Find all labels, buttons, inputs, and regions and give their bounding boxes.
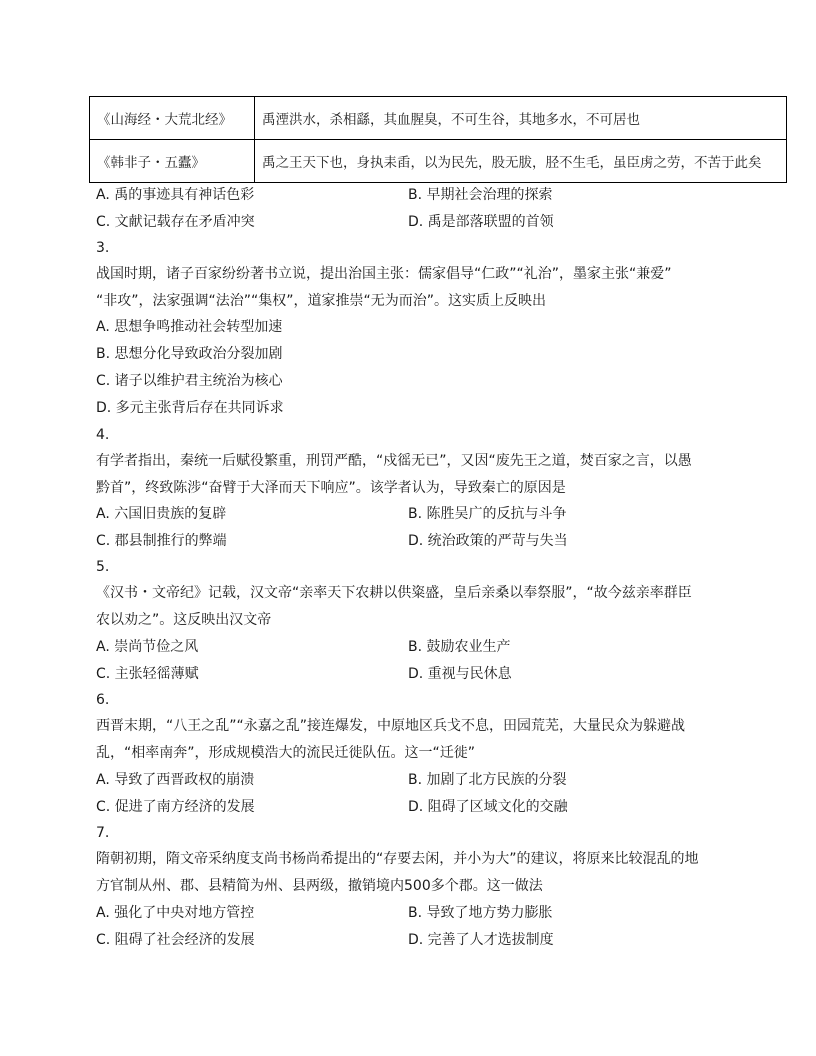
q4-stem: [96, 448, 726, 502]
q3-option-c[interactable]: C. 诸子以维护君主统治为核心: [96, 373, 283, 389]
q3-option-b[interactable]: B. 思想分化导致政治分裂加剧: [96, 346, 283, 362]
q5-option-a[interactable]: A. 崇尚节俭之风: [96, 639, 199, 655]
q3-stem-line: “非攻”，法家强调“法治”“集权”，道家推崇“无为而治”。这实质上反映出: [96, 293, 547, 309]
q5-stem: [96, 580, 726, 634]
content-cell: 禹之王天下也，身执耒臿，以为民先，股无胈，胫不生毛，虽臣虏之劳，不苦于此矣: [255, 140, 787, 183]
q6-stem-line: 乱，“相率南奔”，形成规模浩大的流民迁徙队伍。这一“迁徙”: [96, 745, 476, 761]
q7-stem-line: 隋朝初期，隋文帝采纳度支尚书杨尚希提出的“存要去闲，并小为大”的建议，将原来比较混乱的地: [96, 851, 699, 867]
table-row: [90, 97, 787, 140]
q5-option-d[interactable]: D. 重视与民休息: [408, 666, 512, 682]
q6-option-a[interactable]: A. 导致了西晋政权的崩溃: [96, 772, 255, 788]
q7-option-a[interactable]: A. 强化了中央对地方管控: [96, 905, 255, 921]
q2-option-d[interactable]: D. 禹是部落联盟的首领: [408, 214, 554, 230]
q3-number: 3.: [96, 240, 110, 256]
q4-stem-line: 有学者指出，秦统一后赋役繁重，刑罚严酷，“戍徭无已”，又因“废先王之道，焚百家之言，以愚: [96, 453, 692, 469]
source-cell: 《山海经・大荒北经》: [90, 97, 255, 140]
q3-stem-line: 战国时期，诸子百家纷纷著书立说，提出治国主张：儒家倡导“仁政”“礼治”，墨家主张“兼爱”: [96, 266, 672, 282]
q2-option-a[interactable]: A. 禹的事迹具有神话色彩: [96, 187, 255, 203]
q7-option-d[interactable]: D. 完善了人才选拔制度: [408, 932, 554, 948]
q2-option-b[interactable]: B. 早期社会治理的探索: [408, 187, 553, 203]
q4-option-c[interactable]: C. 郡县制推行的弊端: [96, 533, 227, 549]
q5-option-c[interactable]: C. 主张轻徭薄赋: [96, 666, 199, 682]
q3-option-d[interactable]: D. 多元主张背后存在共同诉求: [96, 400, 284, 416]
q5-stem-line: 农以劝之”。这反映出汉文帝: [96, 612, 272, 628]
q7-stem: [96, 846, 726, 900]
content-cell: 禹湮洪水，杀相繇，其血腥臭，不可生谷，其地多水，不可居也: [255, 97, 787, 140]
source-cell: 《韩非子・五蠹》: [90, 140, 255, 183]
q6-stem: [96, 713, 726, 767]
q7-stem-line: 方官制从州、郡、县精简为州、县两级，撤销境内500多个郡。这一做法: [96, 878, 543, 894]
q7-number: 7.: [96, 825, 110, 841]
q7-option-b[interactable]: B. 导致了地方势力膨胀: [408, 905, 553, 921]
q4-option-d[interactable]: D. 统治政策的严苛与失当: [408, 533, 568, 549]
q5-option-b[interactable]: B. 鼓励农业生产: [408, 639, 511, 655]
q2-option-c[interactable]: C. 文献记载存在矛盾冲突: [96, 214, 255, 230]
q4-option-a[interactable]: A. 六国旧贵族的复辟: [96, 506, 227, 522]
q6-number: 6.: [96, 692, 110, 708]
q7-option-c[interactable]: C. 阻碍了社会经济的发展: [96, 932, 255, 948]
q6-stem-line: 西晋末期，“八王之乱”“永嘉之乱”接连爆发，中原地区兵戈不息，田园荒芜，大量民众为躲避战: [96, 718, 686, 734]
q5-stem-line: 《汉书・文帝纪》记载，汉文帝“亲率天下农耕以供粢盛，皇后亲桑以奉祭服”，“故今兹亲率群臣: [96, 585, 692, 601]
q5-number: 5.: [96, 559, 110, 575]
table-row: [90, 140, 787, 183]
q6-option-d[interactable]: D. 阻碍了区域文化的交融: [408, 799, 568, 815]
q4-stem-line: 黔首”，终致陈涉“奋臂于大泽而天下响应”。该学者认为，导致秦亡的原因是: [96, 480, 566, 496]
q4-number: 4.: [96, 427, 110, 443]
q4-option-b[interactable]: B. 陈胜吴广的反抗与斗争: [408, 506, 567, 522]
q6-option-c[interactable]: C. 促进了南方经济的发展: [96, 799, 255, 815]
source-table: [89, 96, 787, 183]
q3-option-a[interactable]: A. 思想争鸣推动社会转型加速: [96, 319, 283, 335]
q6-option-b[interactable]: B. 加剧了北方民族的分裂: [408, 772, 567, 788]
q3-stem: [96, 261, 726, 315]
